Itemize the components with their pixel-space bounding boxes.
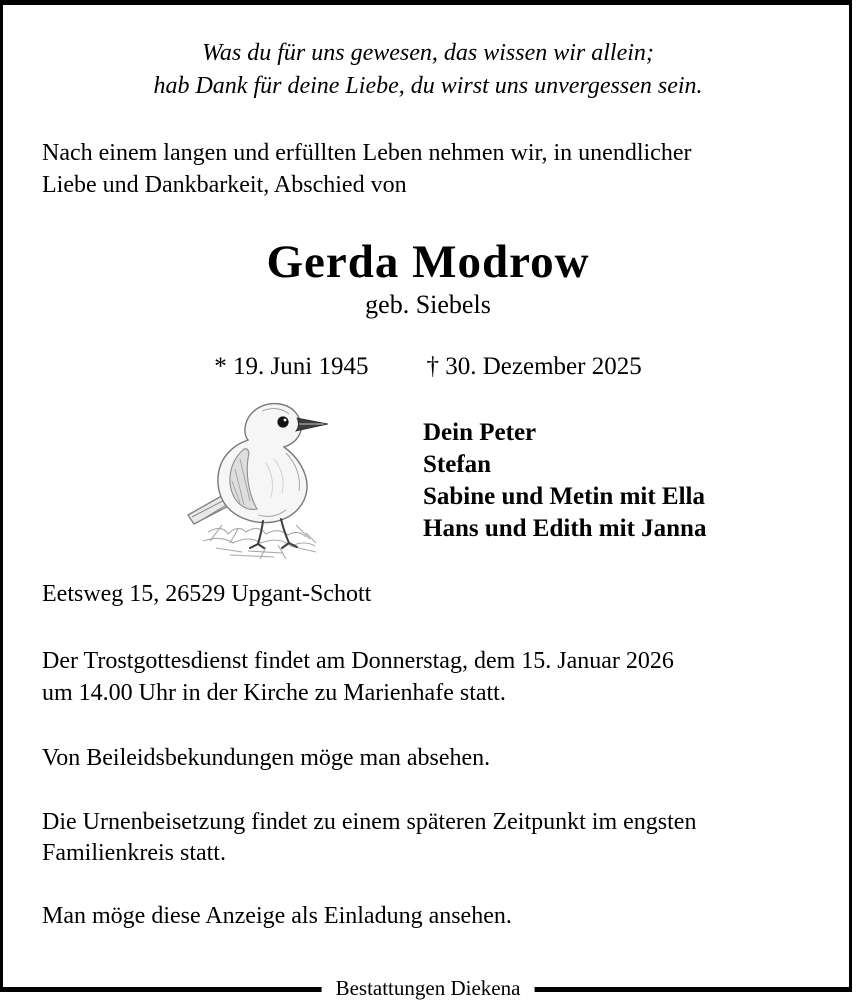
service-paragraph	[42, 645, 674, 709]
epigraph-line-1: Was du für uns gewesen, das wissen wir allein;	[202, 40, 654, 66]
deceased-name: Gerda Modrow	[266, 236, 590, 288]
intro-paragraph	[42, 137, 691, 201]
burial-paragraph	[42, 807, 696, 869]
life-dates	[0, 352, 856, 382]
mourner-line: Hans und Edith mit Janna	[423, 515, 707, 542]
burial-line-2: Familienkreis statt.	[42, 840, 226, 866]
birth-date: * 19. Juni 1945	[214, 353, 369, 380]
family-address: Eetsweg 15, 26529 Upgant-Schott	[42, 581, 372, 607]
service-line-2: um 14.00 Uhr in der Kirche zu Marienhafe statt.	[42, 680, 506, 706]
service-line-1: Der Trostgottesdienst findet am Donnerstag, dem 15. Januar 2026	[42, 648, 674, 674]
maiden-name: geb. Siebels	[365, 290, 491, 319]
burial-line-1: Die Urnenbeisetzung findet zu einem späteren Zeitpunkt im engsten	[42, 809, 697, 835]
epigraph-line-2: hab Dank für deine Liebe, du wirst uns unvergessen sein.	[153, 73, 703, 99]
funeral-home-name: Bestattungen Diekena	[322, 975, 535, 1000]
death-date: † 30. Dezember 2025	[426, 353, 642, 380]
mourner-line: Stefan	[423, 451, 492, 478]
robin-bird-sketch-icon	[178, 397, 360, 562]
mourners-list	[423, 417, 706, 545]
mourner-line: Sabine und Metin mit Ella	[423, 483, 705, 510]
intro-line-2: Liebe und Dankbarkeit, Abschied von	[42, 172, 407, 198]
invitation-note: Man möge diese Anzeige als Einladung ansehen.	[42, 903, 512, 929]
condolences-note: Von Beileidsbekundungen möge man absehen.	[42, 745, 491, 771]
intro-line-1: Nach einem langen und erfüllten Leben nehmen wir, in unendlicher	[42, 140, 692, 166]
epigraph	[0, 37, 856, 103]
robin-bird-illustration	[178, 397, 360, 562]
mourner-line: Dein Peter	[423, 419, 537, 446]
